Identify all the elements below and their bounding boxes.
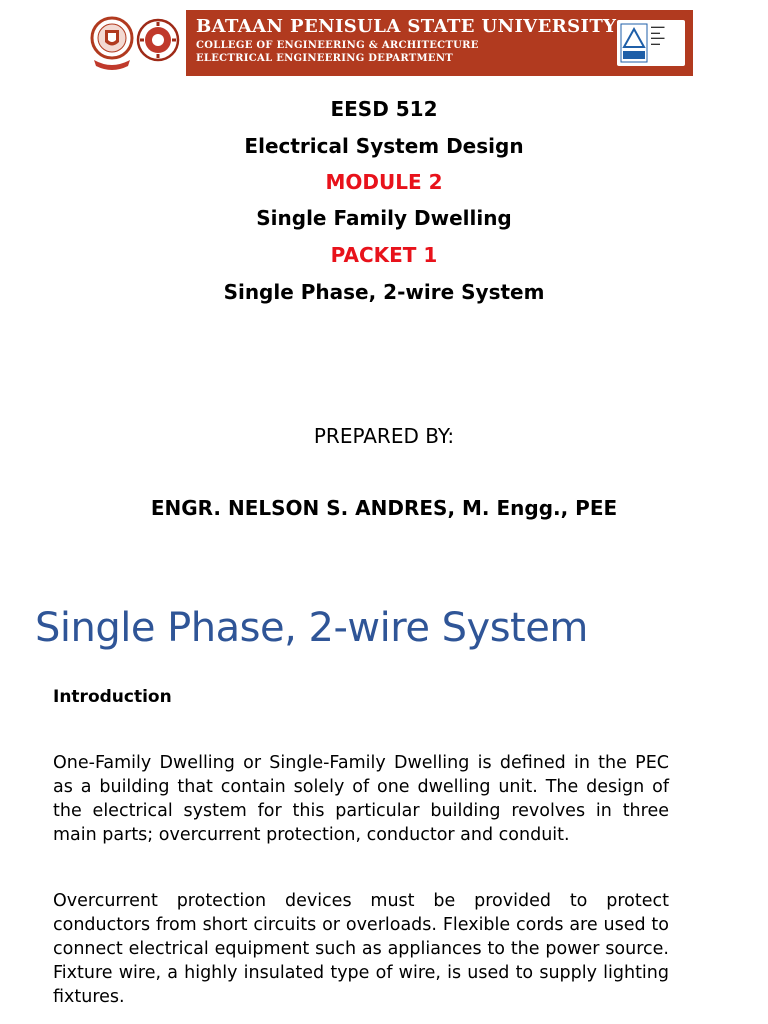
certification-fine-print: ▬▬▬ ▬▬ ▬▬▬ ▬▬ [651, 24, 665, 46]
university-name: BATAAN PENISULA STATE UNIVERSITY [196, 16, 617, 37]
university-banner [186, 10, 693, 76]
packet-topic: Single Phase, 2-wire System [223, 280, 545, 304]
author-name: ENGR. NELSON S. ANDRES, M. Engg., PEE [150, 496, 618, 520]
iso-certification-icon [620, 23, 648, 63]
prepared-by-label: PREPARED BY: [313, 424, 455, 448]
college-seal-icon [136, 14, 180, 74]
module-label: MODULE 2 [325, 170, 443, 194]
section-heading: Single Phase, 2-wire System [35, 605, 588, 651]
paragraph-overcurrent-protection: Overcurrent protection devices must be provided to protect conductors from short circuits or overloads. Flexible cords are used to connect electrical equipment such as appliances to the power source. Fixture wire, a highly insulated type of wire, is used to supply lighting fixtures. [53, 891, 669, 1007]
course-code: EESD 512 [330, 97, 438, 121]
module-topic: Single Family Dwelling [256, 206, 512, 230]
introduction-label: Introduction [53, 687, 172, 707]
page-header [88, 10, 693, 76]
course-title: Electrical System Design [244, 134, 524, 158]
college-name: COLLEGE OF ENGINEERING & ARCHITECTURE [196, 40, 479, 51]
university-seal-icon [90, 14, 134, 74]
packet-label: PACKET 1 [330, 243, 438, 267]
department-name: ELECTRICAL ENGINEERING DEPARTMENT [196, 53, 454, 64]
iso-certification-badge [617, 20, 685, 66]
paragraph-dwelling-definition: One-Family Dwelling or Single-Family Dwelling is defined in the PEC as a building that contain solely of one dwelling unit. The design of the electrical system for this particular building revolves in three main parts; overcurrent protection, conductor and conduit. [53, 753, 669, 845]
